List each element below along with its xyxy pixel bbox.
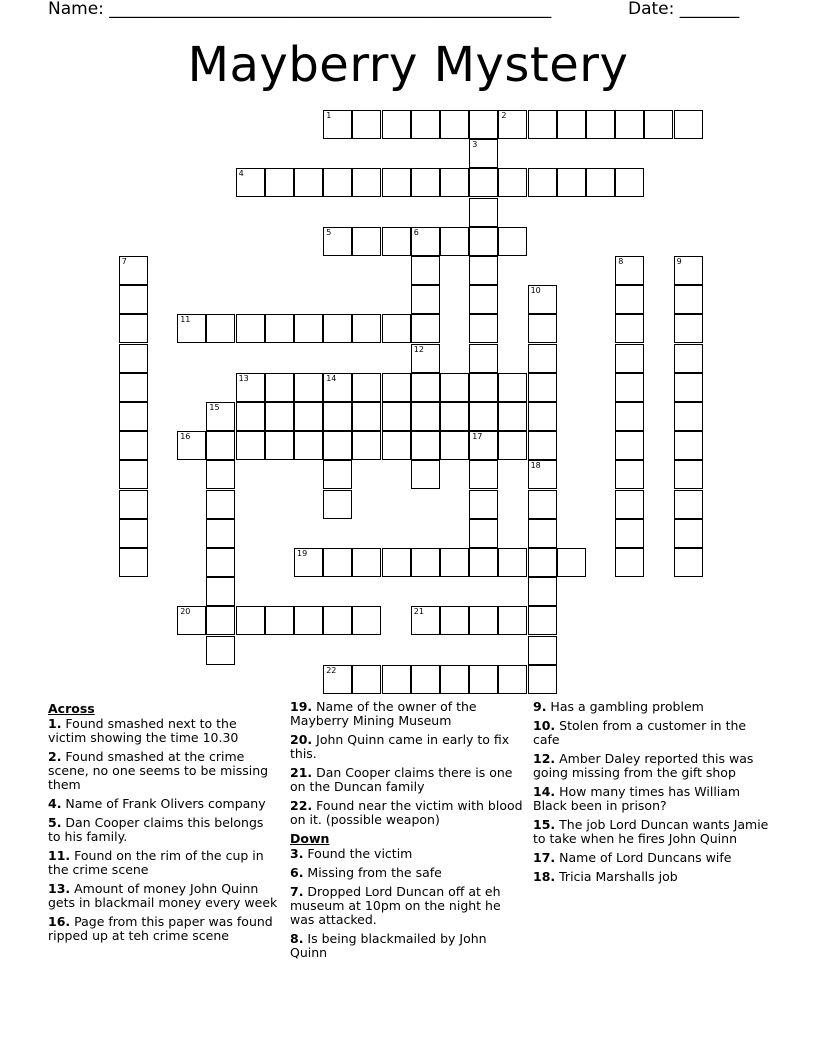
clue-down-14: 14. How many times has William Black been in prison? — [533, 784, 741, 813]
grid-cell[interactable] — [440, 402, 469, 431]
grid-cell[interactable] — [469, 431, 498, 460]
grid-cell[interactable] — [674, 431, 703, 460]
clue-number: 17 — [472, 432, 483, 442]
grid-cell[interactable] — [323, 168, 352, 197]
clue-down-7: 7. Dropped Lord Duncan off at eh museum at 10pm on the night he was attacked. — [290, 884, 501, 927]
clue-number: 19 — [297, 549, 308, 558]
clue-across-21: 21. Dan Cooper claims there is one on the Duncan family — [290, 765, 513, 794]
grid-cell[interactable] — [352, 373, 381, 402]
grid-cell[interactable] — [411, 665, 440, 694]
grid-cell[interactable] — [119, 490, 148, 519]
grid-cell[interactable] — [294, 402, 323, 431]
grid-cell[interactable] — [411, 314, 440, 343]
grid-cell[interactable] — [119, 460, 148, 489]
grid-cell[interactable] — [498, 431, 527, 460]
grid-cell[interactable] — [323, 490, 352, 519]
grid-cell[interactable] — [382, 665, 411, 694]
grid-cell[interactable] — [498, 227, 527, 256]
grid-cell[interactable] — [382, 402, 411, 431]
grid-cell[interactable] — [323, 227, 352, 256]
grid-cell[interactable] — [323, 110, 352, 139]
grid-cell[interactable] — [236, 314, 265, 343]
grid-cell[interactable] — [382, 431, 411, 460]
grid-cell[interactable] — [615, 431, 644, 460]
grid-cell[interactable] — [352, 110, 381, 139]
grid-cell[interactable] — [557, 110, 586, 139]
grid-cell[interactable] — [498, 402, 527, 431]
grid-cell[interactable] — [615, 168, 644, 197]
grid-cell[interactable] — [236, 402, 265, 431]
grid-cell[interactable] — [469, 373, 498, 402]
grid-cell[interactable] — [411, 431, 440, 460]
clue-number: 14 — [326, 373, 337, 383]
grid-cell[interactable] — [119, 285, 148, 314]
grid-cell[interactable] — [469, 490, 498, 519]
clue-number: 21 — [413, 607, 424, 617]
grid-cell[interactable] — [615, 344, 644, 373]
grid-cell[interactable] — [615, 490, 644, 519]
grid-cell[interactable] — [323, 373, 352, 402]
clue-number: 12 — [413, 344, 424, 354]
grid-cell[interactable] — [615, 314, 644, 343]
across-heading: Across — [48, 701, 95, 716]
grid-cell[interactable] — [674, 519, 703, 548]
grid-cell[interactable] — [440, 431, 469, 460]
grid-cell[interactable] — [440, 606, 469, 635]
clue-number: 20 — [180, 607, 191, 617]
grid-cell[interactable] — [615, 285, 644, 314]
clues-column-1 — [48, 700, 278, 948]
grid-cell[interactable] — [674, 110, 703, 139]
grid-cell[interactable] — [586, 110, 615, 139]
clue-across-19: 19. Name of the owner of the Mayberry Mining Museum — [290, 699, 477, 728]
grid-cell[interactable] — [411, 460, 440, 489]
grid-cell[interactable] — [469, 285, 498, 314]
grid-cell[interactable] — [265, 168, 294, 197]
grid-cell[interactable] — [469, 314, 498, 343]
grid-cell[interactable] — [674, 314, 703, 343]
clue-down-9: 9. Has a gambling problem — [533, 699, 704, 714]
grid-cell[interactable] — [265, 373, 294, 402]
grid-cell[interactable] — [411, 606, 440, 635]
grid-cell[interactable] — [528, 665, 557, 694]
grid-cell[interactable] — [586, 168, 615, 197]
grid-cell[interactable] — [528, 636, 557, 665]
grid-cell[interactable] — [615, 519, 644, 548]
date-blank[interactable]: _______ — [679, 0, 740, 19]
grid-cell[interactable] — [674, 402, 703, 431]
clues-column-3 — [533, 700, 769, 889]
grid-cell[interactable] — [206, 314, 235, 343]
grid-cell[interactable] — [498, 110, 527, 139]
grid-cell[interactable] — [265, 606, 294, 635]
grid-cell[interactable] — [352, 431, 381, 460]
grid-cell[interactable] — [528, 373, 557, 402]
grid-cell[interactable] — [323, 460, 352, 489]
grid-cell[interactable] — [469, 168, 498, 197]
grid-cell[interactable] — [498, 665, 527, 694]
grid-cell[interactable] — [469, 344, 498, 373]
grid-cell[interactable] — [615, 373, 644, 402]
clue-across-13: 13. Amount of money John Quinn gets in blackmail money every week — [48, 881, 278, 910]
grid-cell[interactable] — [352, 548, 381, 577]
grid-cell[interactable] — [206, 548, 235, 577]
clue-down-18: 18. Tricia Marshalls job — [533, 869, 678, 884]
grid-cell[interactable] — [469, 606, 498, 635]
grid-cell[interactable] — [352, 606, 381, 635]
grid-cell[interactable] — [674, 490, 703, 519]
grid-cell[interactable] — [644, 110, 673, 139]
grid-cell[interactable] — [528, 548, 557, 577]
grid-cell[interactable] — [411, 285, 440, 314]
grid-cell[interactable] — [411, 344, 440, 373]
grid-cell[interactable] — [528, 168, 557, 197]
grid-cell[interactable] — [469, 402, 498, 431]
clue-down-17: 17. Name of Lord Duncans wife — [533, 850, 732, 865]
name-blank[interactable]: ____________________________________________________ — [109, 0, 552, 19]
grid-cell[interactable] — [119, 402, 148, 431]
clue-down-3: 3. Found the victim — [290, 846, 413, 861]
grid-cell[interactable] — [236, 606, 265, 635]
grid-cell[interactable] — [469, 460, 498, 489]
grid-cell[interactable] — [352, 168, 381, 197]
grid-cell[interactable] — [411, 402, 440, 431]
grid-cell[interactable] — [469, 198, 498, 227]
grid-cell[interactable] — [469, 139, 498, 168]
grid-cell[interactable] — [440, 548, 469, 577]
grid-cell[interactable] — [294, 606, 323, 635]
clue-number: 15 — [209, 403, 220, 412]
grid-cell[interactable] — [498, 168, 527, 197]
grid-cell[interactable] — [528, 490, 557, 519]
grid-cell[interactable] — [206, 606, 235, 635]
grid-cell[interactable] — [323, 548, 352, 577]
grid-cell[interactable] — [615, 256, 644, 285]
grid-cell[interactable] — [469, 256, 498, 285]
grid-cell[interactable] — [440, 665, 469, 694]
grid-cell[interactable] — [206, 460, 235, 489]
grid-cell[interactable] — [206, 402, 235, 431]
grid-cell[interactable] — [674, 285, 703, 314]
grid-cell[interactable] — [674, 344, 703, 373]
grid-cell[interactable] — [177, 314, 206, 343]
clue-number: 9 — [676, 257, 682, 266]
grid-cell[interactable] — [119, 373, 148, 402]
grid-cell[interactable] — [177, 431, 206, 460]
grid-cell[interactable] — [236, 373, 265, 402]
clue-number: 4 — [238, 169, 244, 179]
grid-cell[interactable] — [265, 314, 294, 343]
grid-cell[interactable] — [469, 548, 498, 577]
grid-cell[interactable] — [498, 373, 527, 402]
clues-column-2 — [290, 700, 526, 965]
clue-number: 6 — [413, 227, 419, 237]
grid-cell[interactable] — [323, 402, 352, 431]
clue-across-20: 20. John Quinn came in early to fix this. — [290, 732, 510, 761]
grid-cell[interactable] — [528, 402, 557, 431]
grid-cell[interactable] — [557, 168, 586, 197]
grid-cell[interactable] — [674, 460, 703, 489]
grid-cell[interactable] — [411, 110, 440, 139]
grid-cell[interactable] — [528, 431, 557, 460]
clue-number: 7 — [121, 257, 127, 266]
grid-cell[interactable] — [528, 606, 557, 635]
grid-cell[interactable] — [440, 373, 469, 402]
down-heading: Down — [290, 831, 330, 846]
grid-cell[interactable] — [119, 548, 148, 577]
grid-cell[interactable] — [411, 168, 440, 197]
grid-cell[interactable] — [265, 402, 294, 431]
clue-number: 22 — [326, 665, 337, 675]
clue-number: 13 — [238, 373, 249, 383]
grid-cell[interactable] — [206, 490, 235, 519]
grid-cell[interactable] — [294, 314, 323, 343]
grid-cell[interactable] — [469, 110, 498, 139]
clue-across-2: 2. Found smashed at the crime scene, no one seems to be missing them — [48, 749, 269, 792]
clue-number: 3 — [472, 140, 478, 150]
grid-cell[interactable] — [382, 314, 411, 343]
grid-cell[interactable] — [265, 431, 294, 460]
grid-cell[interactable] — [352, 402, 381, 431]
clue-number: 5 — [326, 227, 332, 237]
grid-cell[interactable] — [528, 519, 557, 548]
grid-cell[interactable] — [206, 577, 235, 606]
grid-cell[interactable] — [323, 606, 352, 635]
grid-cell[interactable] — [674, 256, 703, 285]
grid-cell[interactable] — [498, 606, 527, 635]
grid-cell[interactable] — [469, 519, 498, 548]
grid-cell[interactable] — [674, 548, 703, 577]
clue-down-6: 6. Missing from the safe — [290, 865, 442, 880]
grid-cell[interactable] — [469, 227, 498, 256]
grid-cell[interactable] — [674, 373, 703, 402]
grid-cell[interactable] — [411, 227, 440, 256]
name-label: Name: — [48, 0, 104, 19]
grid-cell[interactable] — [323, 665, 352, 694]
grid-cell[interactable] — [119, 256, 148, 285]
clue-number: 16 — [180, 432, 191, 442]
grid-cell[interactable] — [615, 548, 644, 577]
grid-cell[interactable] — [294, 548, 323, 577]
grid-cell[interactable] — [382, 227, 411, 256]
clue-number: 1 — [326, 111, 332, 120]
grid-cell[interactable] — [528, 110, 557, 139]
grid-cell[interactable] — [440, 168, 469, 197]
grid-cell[interactable] — [411, 373, 440, 402]
grid-cell[interactable] — [352, 314, 381, 343]
grid-cell[interactable] — [528, 314, 557, 343]
grid-cell[interactable] — [528, 285, 557, 314]
grid-cell[interactable] — [352, 665, 381, 694]
clue-number: 11 — [180, 315, 191, 325]
grid-cell[interactable] — [382, 373, 411, 402]
grid-cell[interactable] — [382, 110, 411, 139]
clue-across-16: 16. Page from this paper was found ripped up at teh crime scene — [48, 914, 273, 943]
grid-cell[interactable] — [294, 168, 323, 197]
grid-cell[interactable] — [498, 548, 527, 577]
clue-down-15: 15. The job Lord Duncan wants Jamie to take when he fires John Quinn — [533, 817, 769, 846]
grid-cell[interactable] — [382, 168, 411, 197]
grid-cell[interactable] — [323, 314, 352, 343]
clue-number: 10 — [530, 286, 541, 296]
grid-cell[interactable] — [206, 431, 235, 460]
grid-cell[interactable] — [352, 227, 381, 256]
grid-cell[interactable] — [294, 431, 323, 460]
grid-cell[interactable] — [557, 548, 586, 577]
clue-down-12: 12. Amber Daley reported this was going missing from the gift shop — [533, 751, 754, 780]
clue-number: 2 — [501, 111, 507, 120]
grid-cell[interactable] — [236, 168, 265, 197]
grid-cell[interactable] — [528, 460, 557, 489]
grid-cell[interactable] — [411, 548, 440, 577]
grid-cell[interactable] — [177, 606, 206, 635]
grid-cell[interactable] — [615, 402, 644, 431]
grid-cell[interactable] — [440, 227, 469, 256]
grid-cell[interactable] — [119, 314, 148, 343]
clue-down-10: 10. Stolen from a customer in the cafe — [533, 718, 747, 747]
clue-number: 18 — [530, 461, 541, 471]
clue-number: 8 — [618, 257, 624, 266]
clue-down-8: 8. Is being blackmailed by John Quinn — [290, 931, 487, 960]
grid-cell[interactable] — [382, 548, 411, 577]
grid-cell[interactable] — [615, 460, 644, 489]
grid-cell[interactable] — [119, 519, 148, 548]
grid-cell[interactable] — [615, 110, 644, 139]
grid-cell[interactable] — [323, 431, 352, 460]
grid-cell[interactable] — [236, 431, 265, 460]
grid-cell[interactable] — [206, 519, 235, 548]
grid-cell[interactable] — [469, 665, 498, 694]
clue-across-4: 4. Name of Frank Olivers company — [48, 796, 266, 811]
date-label: Date: — [628, 0, 675, 19]
puzzle-title: Mayberry Mystery — [187, 37, 629, 93]
grid-cell[interactable] — [411, 256, 440, 285]
grid-cell[interactable] — [440, 110, 469, 139]
grid-cell[interactable] — [206, 636, 235, 665]
grid-cell[interactable] — [119, 344, 148, 373]
clue-across-5: 5. Dan Cooper claims this belongs to his family. — [48, 815, 264, 844]
clue-across-11: 11. Found on the rim of the cup in the crime scene — [48, 848, 264, 877]
grid-cell[interactable] — [528, 577, 557, 606]
clue-across-1: 1. Found smashed next to the victim showing the time 10.30 — [48, 716, 239, 745]
grid-cell[interactable] — [294, 373, 323, 402]
clue-across-22: 22. Found near the victim with blood on it. (possible weapon) — [290, 798, 523, 827]
grid-cell[interactable] — [528, 344, 557, 373]
grid-cell[interactable] — [119, 431, 148, 460]
